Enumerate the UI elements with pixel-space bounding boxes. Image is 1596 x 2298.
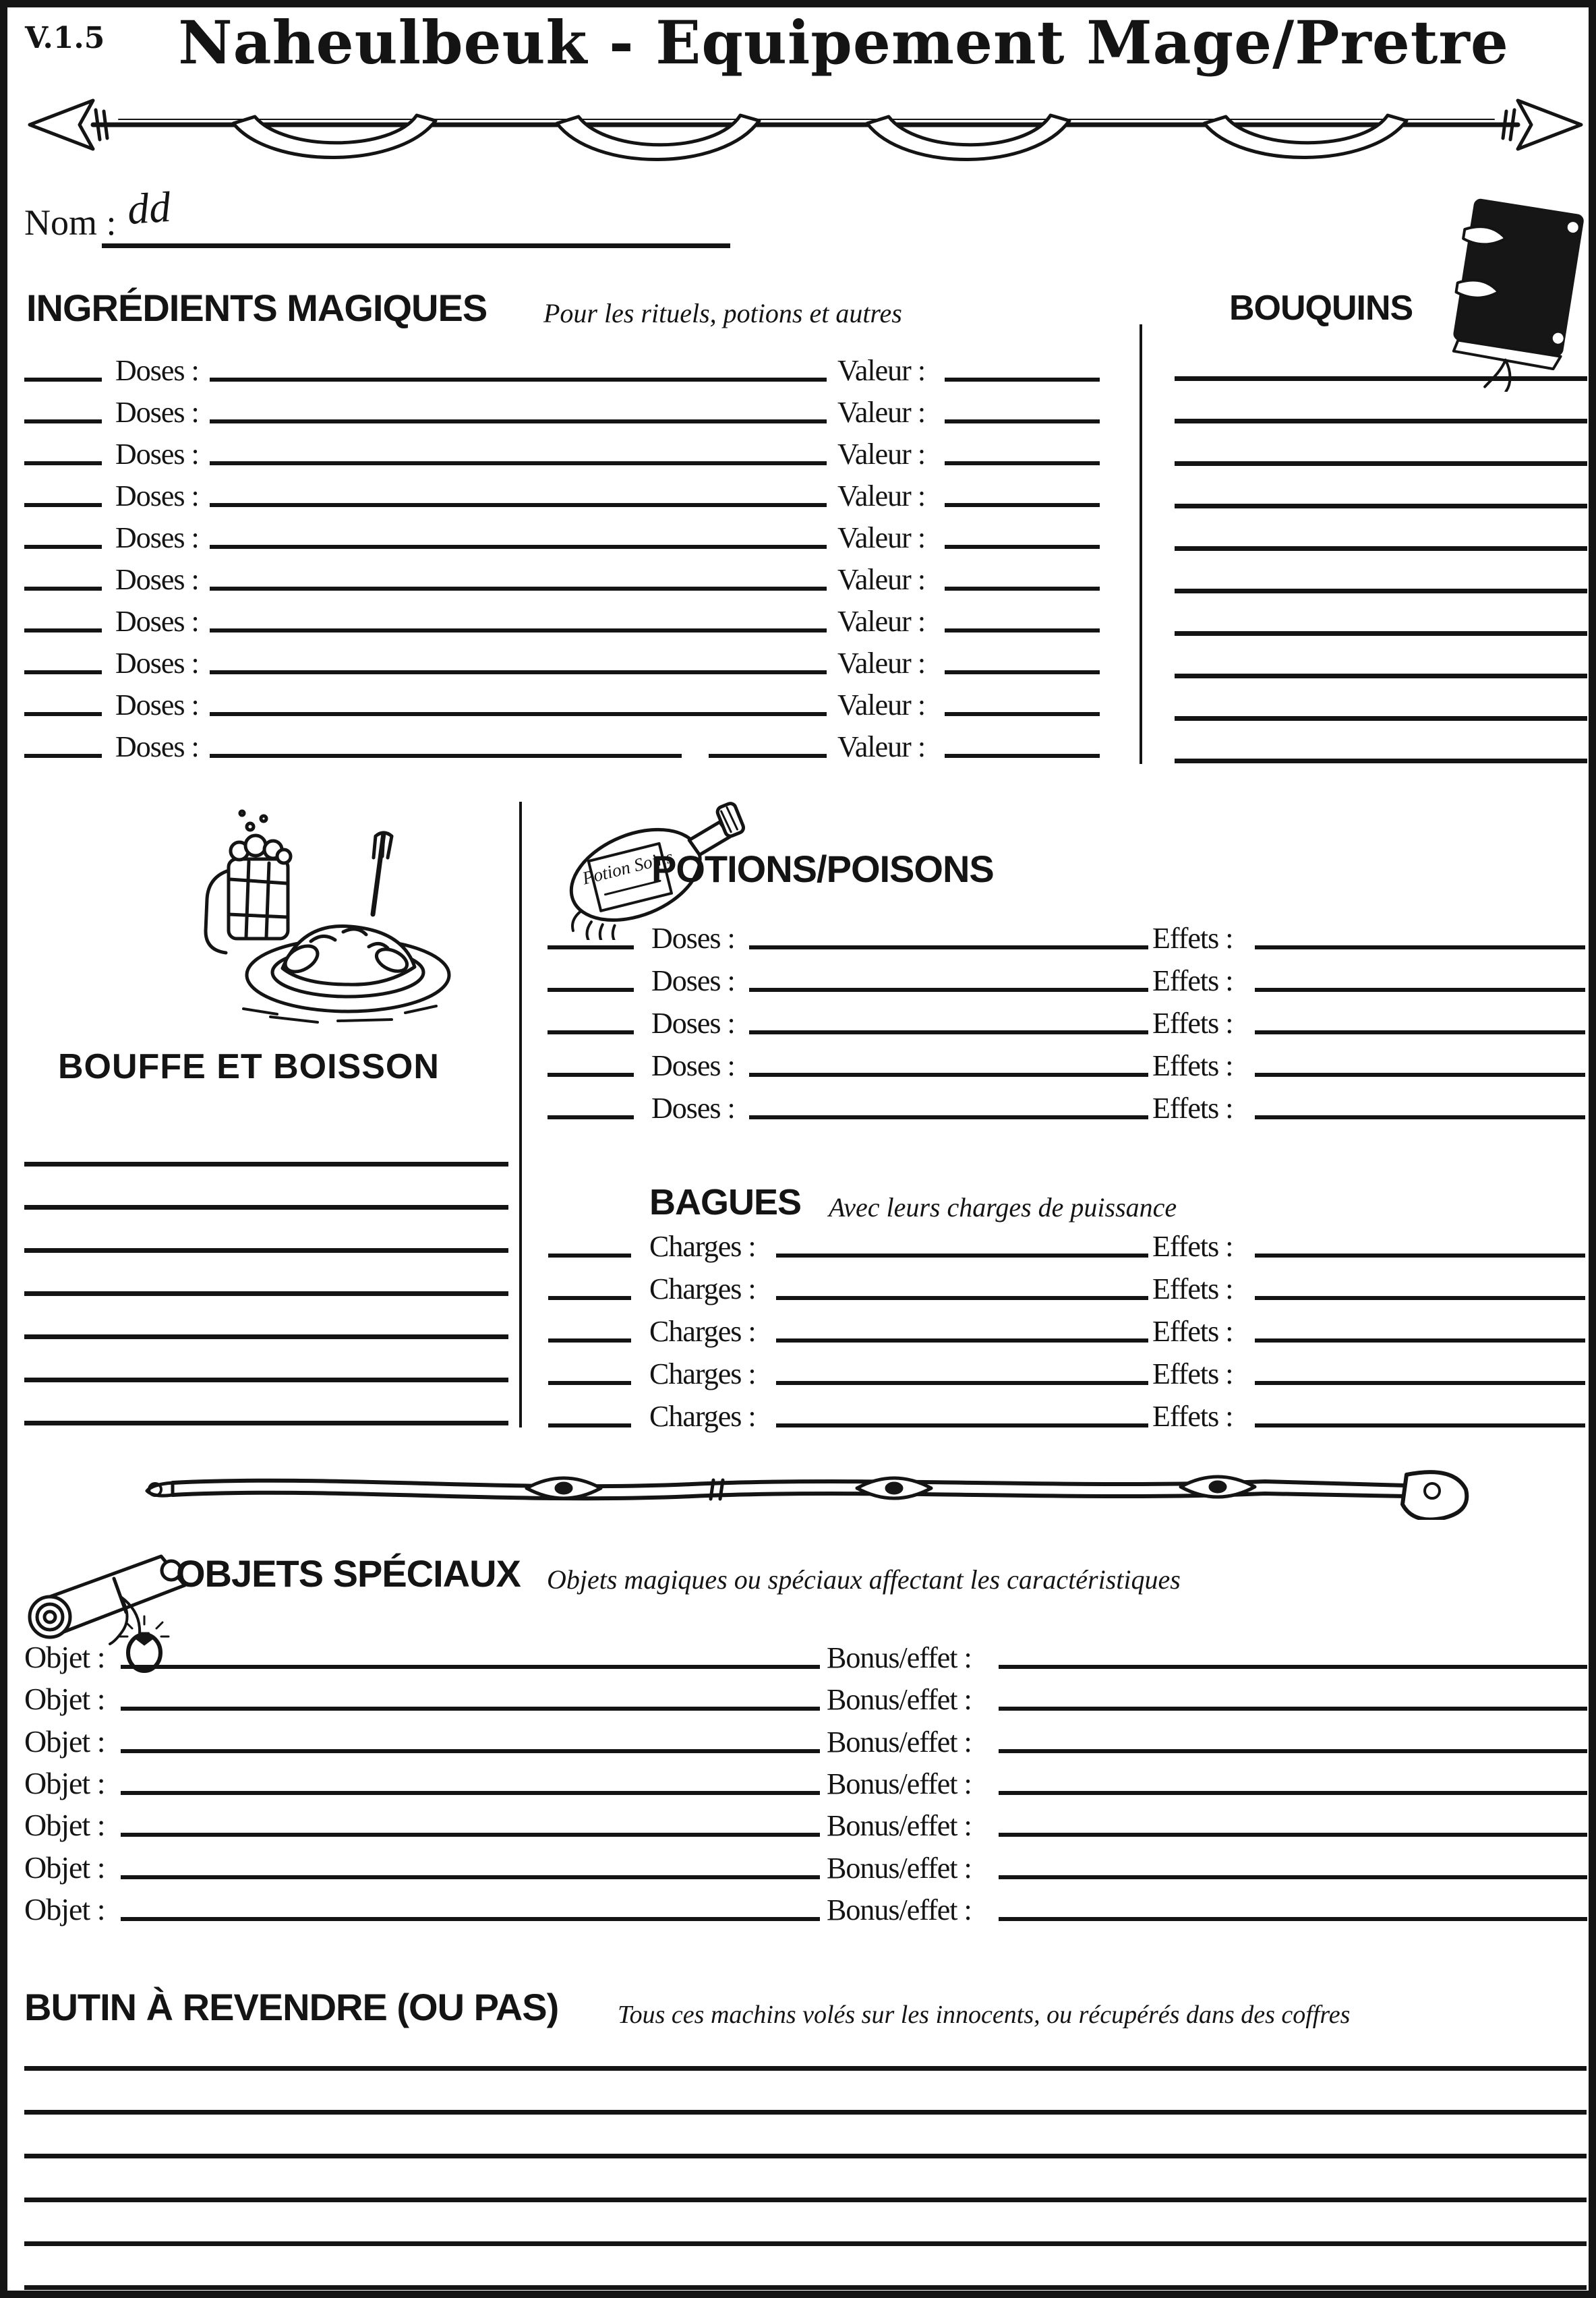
objet-label: Objet :: [24, 1808, 105, 1842]
bague-name-line[interactable]: [776, 1423, 1148, 1427]
objet-row: [7, 1714, 1596, 1759]
valeur-label: Valeur :: [837, 647, 926, 680]
potions-title: POTIONS/POISONS: [651, 848, 994, 890]
valeur-label: Valeur :: [837, 605, 926, 638]
objet-label: Objet :: [24, 1850, 105, 1885]
name-label: Nom :: [24, 202, 117, 243]
bouquins-line[interactable]: [1175, 376, 1587, 381]
doses-label: Doses :: [651, 1007, 735, 1040]
ingredient-row: [7, 593, 1596, 638]
bague-name-line[interactable]: [776, 1254, 1148, 1258]
charges-label: Charges :: [649, 1400, 756, 1433]
objets-title: OBJETS SPÉCIAUX: [176, 1552, 521, 1595]
ingredient-row: [7, 719, 1596, 763]
effets-label: Effets :: [1152, 1230, 1233, 1263]
valeur-label: Valeur :: [837, 438, 926, 471]
potion-row: [7, 953, 1596, 997]
butin-line[interactable]: [24, 2110, 1587, 2115]
potion-row: [7, 910, 1596, 955]
doses-label: Doses :: [651, 964, 735, 997]
bague-row: [7, 1218, 1596, 1263]
objet-name-line[interactable]: [121, 1833, 820, 1837]
ingredient-name-line[interactable]: [210, 628, 827, 632]
objet-bonus-line[interactable]: [999, 1665, 1587, 1669]
valeur-label: Valeur :: [837, 730, 926, 763]
ingredient-extra-line[interactable]: [709, 754, 827, 758]
bague-row: [7, 1346, 1596, 1390]
objet-label: Objet :: [24, 1724, 105, 1759]
butin-line[interactable]: [24, 2285, 1587, 2290]
objet-name-line[interactable]: [121, 1917, 820, 1921]
doses-label: Doses :: [115, 688, 199, 721]
effets-label: Effets :: [1152, 1092, 1233, 1125]
objet-label: Objet :: [24, 1640, 105, 1674]
butin-line[interactable]: [24, 2198, 1587, 2202]
valeur-label: Valeur :: [837, 396, 926, 429]
effets-label: Effets :: [1152, 1357, 1233, 1390]
potion-qty-line[interactable]: [548, 1115, 634, 1119]
effets-label: Effets :: [1152, 922, 1233, 955]
ingredient-qty-line[interactable]: [24, 378, 102, 382]
ingredient-name-line[interactable]: [210, 670, 827, 674]
objet-bonus-line[interactable]: [999, 1833, 1587, 1837]
doses-label: Doses :: [115, 438, 199, 471]
objet-bonus-line[interactable]: [999, 1749, 1587, 1753]
effets-label: Effets :: [1152, 1272, 1233, 1305]
bague-qty-line[interactable]: [548, 1381, 631, 1385]
doses-label: Doses :: [115, 354, 199, 387]
objet-row: [7, 1798, 1596, 1842]
bouquins-line[interactable]: [1175, 631, 1587, 636]
potion-qty-line[interactable]: [548, 945, 634, 949]
bouffe-line[interactable]: [24, 1205, 508, 1210]
objet-label: Objet :: [24, 1892, 105, 1926]
valeur-label: Valeur :: [837, 688, 926, 721]
objet-name-line[interactable]: [121, 1875, 820, 1879]
bonus-effet-label: Bonus/effet :: [827, 1852, 972, 1885]
charges-label: Charges :: [649, 1357, 756, 1390]
ingredient-qty-line[interactable]: [24, 628, 102, 632]
doses-label: Doses :: [651, 1049, 735, 1082]
bague-name-line[interactable]: [776, 1296, 1148, 1300]
bouquins-line[interactable]: [1175, 546, 1587, 551]
objet-row: [7, 1630, 1596, 1674]
bague-qty-line[interactable]: [548, 1254, 631, 1258]
ingredient-value-line[interactable]: [945, 419, 1100, 423]
bouquins-line[interactable]: [1175, 716, 1587, 721]
effets-label: Effets :: [1152, 1007, 1233, 1040]
doses-label: Doses :: [651, 922, 735, 955]
bonus-effet-label: Bonus/effet :: [827, 1726, 972, 1759]
ingredient-value-line[interactable]: [945, 754, 1100, 758]
valeur-label: Valeur :: [837, 563, 926, 596]
potion-row: [7, 995, 1596, 1040]
objet-row: [7, 1756, 1596, 1800]
potion-effect-line[interactable]: [1255, 945, 1585, 949]
ingredients-bouquins-divider: [1140, 324, 1142, 764]
doses-label: Doses :: [115, 605, 199, 638]
bouquins-line[interactable]: [1175, 419, 1587, 423]
butin-line[interactable]: [24, 2241, 1587, 2246]
potion-bottle-label: Potion Soins: [580, 846, 675, 889]
bouquins-line[interactable]: [1175, 589, 1587, 593]
potion-row: [7, 1038, 1596, 1082]
bouquins-line[interactable]: [1175, 674, 1587, 678]
butin-title: BUTIN À REVENDRE (OU PAS): [24, 1986, 559, 2028]
effets-label: Effets :: [1152, 1315, 1233, 1348]
version-label: V.1.5: [25, 21, 105, 55]
ingredient-row: [7, 426, 1596, 471]
page-title: Naheulbeuk - Equipement Mage/Pretre: [178, 7, 1509, 78]
ingredient-qty-line[interactable]: [24, 419, 102, 423]
butin-subtitle: Tous ces machins volés sur les innocents, ou récupérés dans des coffres: [618, 2001, 1351, 2029]
ingredient-row: [7, 510, 1596, 554]
potion-effect-line[interactable]: [1255, 1115, 1585, 1119]
butin-line[interactable]: [24, 2066, 1587, 2071]
ingredients-title: INGRÉDIENTS MAGIQUES: [26, 287, 487, 329]
ingredient-row: [7, 635, 1596, 680]
objet-bonus-line[interactable]: [999, 1917, 1587, 1921]
potion-effect-line[interactable]: [1255, 1073, 1585, 1077]
ingredient-qty-line[interactable]: [24, 461, 102, 465]
bague-qty-line[interactable]: [548, 1423, 631, 1427]
ingredient-name-line[interactable]: [210, 461, 827, 465]
charges-label: Charges :: [649, 1272, 756, 1305]
potion-row: [7, 1080, 1596, 1125]
doses-label: Doses :: [115, 647, 199, 680]
bague-effect-line[interactable]: [1255, 1381, 1585, 1385]
potion-effect-line[interactable]: [1255, 1030, 1585, 1034]
bonus-effet-label: Bonus/effet :: [827, 1683, 972, 1716]
bague-row: [7, 1261, 1596, 1305]
potion-name-line[interactable]: [749, 988, 1148, 992]
bague-effect-line[interactable]: [1255, 1296, 1585, 1300]
potion-effect-line[interactable]: [1255, 988, 1585, 992]
bouquins-title: BOUQUINS: [1229, 289, 1413, 328]
bouffe-title: BOUFFE ET BOISSON: [58, 1047, 440, 1086]
ingredient-name-line[interactable]: [210, 712, 827, 716]
valeur-label: Valeur :: [837, 521, 926, 554]
bonus-effet-label: Bonus/effet :: [827, 1767, 972, 1800]
bouquins-line[interactable]: [1175, 504, 1587, 508]
ingredient-value-line[interactable]: [945, 545, 1100, 549]
ingredient-name-line[interactable]: [210, 503, 827, 507]
ingredients-subtitle: Pour les rituels, potions et autres: [543, 298, 902, 328]
ingredient-name-line[interactable]: [210, 419, 827, 423]
book-icon: [1437, 196, 1595, 392]
charges-label: Charges :: [649, 1315, 756, 1348]
ingredient-row: [7, 384, 1596, 429]
doses-label: Doses :: [651, 1092, 735, 1125]
effets-label: Effets :: [1152, 1400, 1233, 1433]
potion-name-line[interactable]: [749, 1073, 1148, 1077]
valeur-label: Valeur :: [837, 354, 926, 387]
objet-name-line[interactable]: [121, 1707, 820, 1711]
butin-line[interactable]: [24, 2154, 1587, 2158]
ingredient-row: [7, 677, 1596, 721]
objet-bonus-line[interactable]: [999, 1875, 1587, 1879]
potion-qty-line[interactable]: [548, 1073, 634, 1077]
ingredient-name-line[interactable]: [210, 587, 827, 591]
effets-label: Effets :: [1152, 964, 1233, 997]
doses-label: Doses :: [115, 396, 199, 429]
bagues-title: BAGUES: [649, 1182, 802, 1222]
name-line[interactable]: [102, 243, 730, 248]
spear-divider-icon: [18, 90, 1593, 169]
bague-name-line[interactable]: [776, 1338, 1148, 1343]
ingredient-row: [7, 468, 1596, 512]
bouffe-line[interactable]: [24, 1162, 508, 1167]
bagues-subtitle: Avec leurs charges de puissance: [829, 1192, 1177, 1222]
ingredient-name-line[interactable]: [210, 545, 827, 549]
objet-name-line[interactable]: [121, 1749, 820, 1753]
doses-label: Doses :: [115, 479, 199, 512]
doses-label: Doses :: [115, 730, 199, 763]
name-value[interactable]: dd: [125, 182, 173, 234]
ingredient-name-line[interactable]: [210, 378, 827, 382]
ingredient-qty-line[interactable]: [24, 754, 102, 758]
ingredient-value-line[interactable]: [945, 461, 1100, 465]
ingredient-value-line[interactable]: [945, 628, 1100, 632]
bague-qty-line[interactable]: [548, 1296, 631, 1300]
bague-row: [7, 1303, 1596, 1348]
bague-effect-line[interactable]: [1255, 1338, 1585, 1343]
ingredient-name-line[interactable]: [210, 754, 682, 758]
bouquins-line[interactable]: [1175, 461, 1587, 466]
potion-qty-line[interactable]: [548, 1030, 634, 1034]
objet-name-line[interactable]: [121, 1665, 820, 1669]
ingredient-value-line[interactable]: [945, 712, 1100, 716]
effets-label: Effets :: [1152, 1049, 1233, 1082]
objet-row: [7, 1840, 1596, 1885]
ingredient-qty-line[interactable]: [24, 503, 102, 507]
ingredient-row: [7, 552, 1596, 596]
bague-effect-line[interactable]: [1255, 1423, 1585, 1427]
objet-row: [7, 1882, 1596, 1926]
bague-effect-line[interactable]: [1255, 1254, 1585, 1258]
objets-subtitle: Objets magiques ou spéciaux affectant les caractéristiques: [547, 1564, 1181, 1595]
ingredient-qty-line[interactable]: [24, 587, 102, 591]
bague-name-line[interactable]: [776, 1381, 1148, 1385]
ingredient-value-line[interactable]: [945, 503, 1100, 507]
potion-qty-line[interactable]: [548, 988, 634, 992]
objet-bonus-line[interactable]: [999, 1791, 1587, 1795]
doses-label: Doses :: [115, 521, 199, 554]
bouquins-line[interactable]: [1175, 759, 1587, 763]
potion-name-line[interactable]: [749, 1115, 1148, 1119]
objet-name-line[interactable]: [121, 1791, 820, 1795]
ingredient-value-line[interactable]: [945, 587, 1100, 591]
ingredient-value-line[interactable]: [945, 670, 1100, 674]
bague-qty-line[interactable]: [548, 1338, 631, 1343]
bonus-effet-label: Bonus/effet :: [827, 1893, 972, 1926]
objet-label: Objet :: [24, 1766, 105, 1800]
bonus-effet-label: Bonus/effet :: [827, 1641, 972, 1674]
objet-label: Objet :: [24, 1682, 105, 1716]
doses-label: Doses :: [115, 563, 199, 596]
objet-row: [7, 1672, 1596, 1716]
ingredient-value-line[interactable]: [945, 378, 1100, 382]
bague-row: [7, 1388, 1596, 1433]
potion-name-line[interactable]: [749, 945, 1148, 949]
staff-divider-icon: [132, 1456, 1477, 1520]
bonus-effet-label: Bonus/effet :: [827, 1809, 972, 1842]
charges-label: Charges :: [649, 1230, 756, 1263]
objet-bonus-line[interactable]: [999, 1707, 1587, 1711]
ingredient-qty-line[interactable]: [24, 670, 102, 674]
valeur-label: Valeur :: [837, 479, 926, 512]
ingredient-qty-line[interactable]: [24, 545, 102, 549]
ingredient-qty-line[interactable]: [24, 712, 102, 716]
potion-name-line[interactable]: [749, 1030, 1148, 1034]
